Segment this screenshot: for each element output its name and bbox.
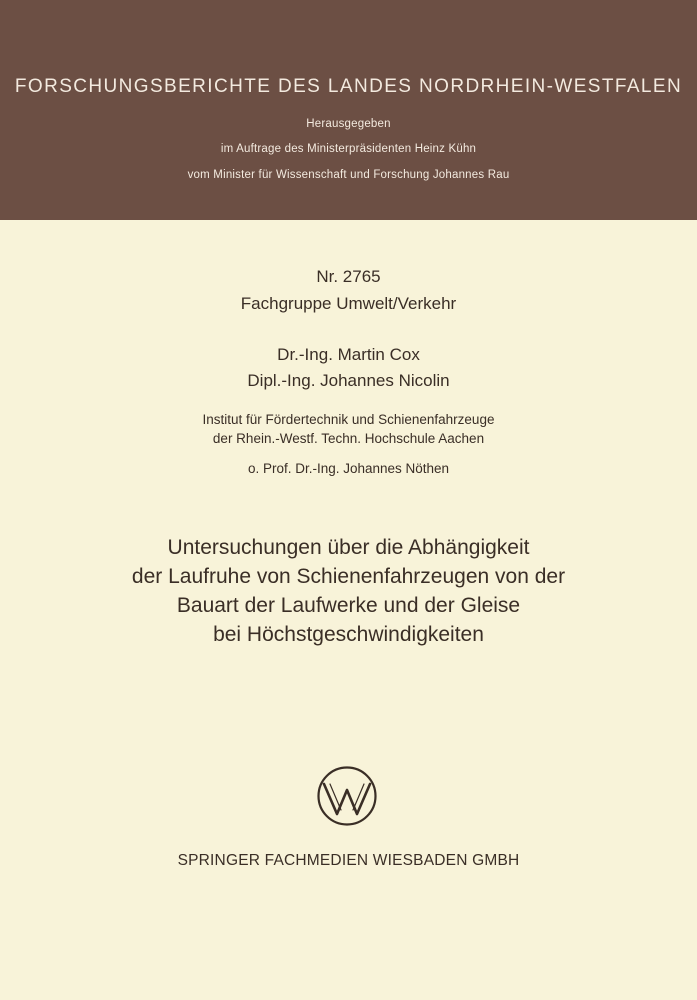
series-title: FORSCHUNGSBERICHTE DES LANDES NORDRHEIN-WESTFALEN — [14, 76, 683, 97]
professor-name: o. Prof. Dr.-Ing. Johannes Nöthen — [247, 461, 450, 476]
institute-line: der Rhein.-Westf. Techn. Hochschule Aachen — [212, 431, 485, 446]
header-commission-line: im Auftrage des Ministerpräsidenten Heinz Kühn — [220, 143, 477, 155]
author-name: Dr.-Ing. Martin Cox — [277, 345, 420, 364]
publisher-name: SPRINGER FACHMEDIEN WIESBADEN GMBH — [177, 852, 520, 869]
series-header-band — [0, 0, 697, 220]
header-minister-line: vom Minister für Wissenschaft und Forschung Johannes Rau — [187, 169, 510, 181]
title-line: Untersuchungen über die Abhängigkeit — [167, 536, 530, 559]
springer-logo-icon — [316, 765, 378, 827]
title-line: Bauart der Laufwerke und der Gleise — [176, 594, 521, 617]
header-editor-line: Herausgegeben — [306, 118, 391, 130]
title-line: der Laufruhe von Schienenfahrzeugen von der — [131, 565, 566, 588]
subject-group: Fachgruppe Umwelt/Verkehr — [240, 294, 457, 313]
report-title — [0, 533, 697, 649]
institute-line: Institut für Fördertechnik und Schienenfahrzeuge — [202, 412, 495, 427]
report-number: Nr. 2765 — [316, 267, 381, 286]
title-line: bei Höchstgeschwindigkeiten — [213, 623, 484, 646]
author-name: Dipl.-Ing. Johannes Nicolin — [247, 371, 450, 390]
